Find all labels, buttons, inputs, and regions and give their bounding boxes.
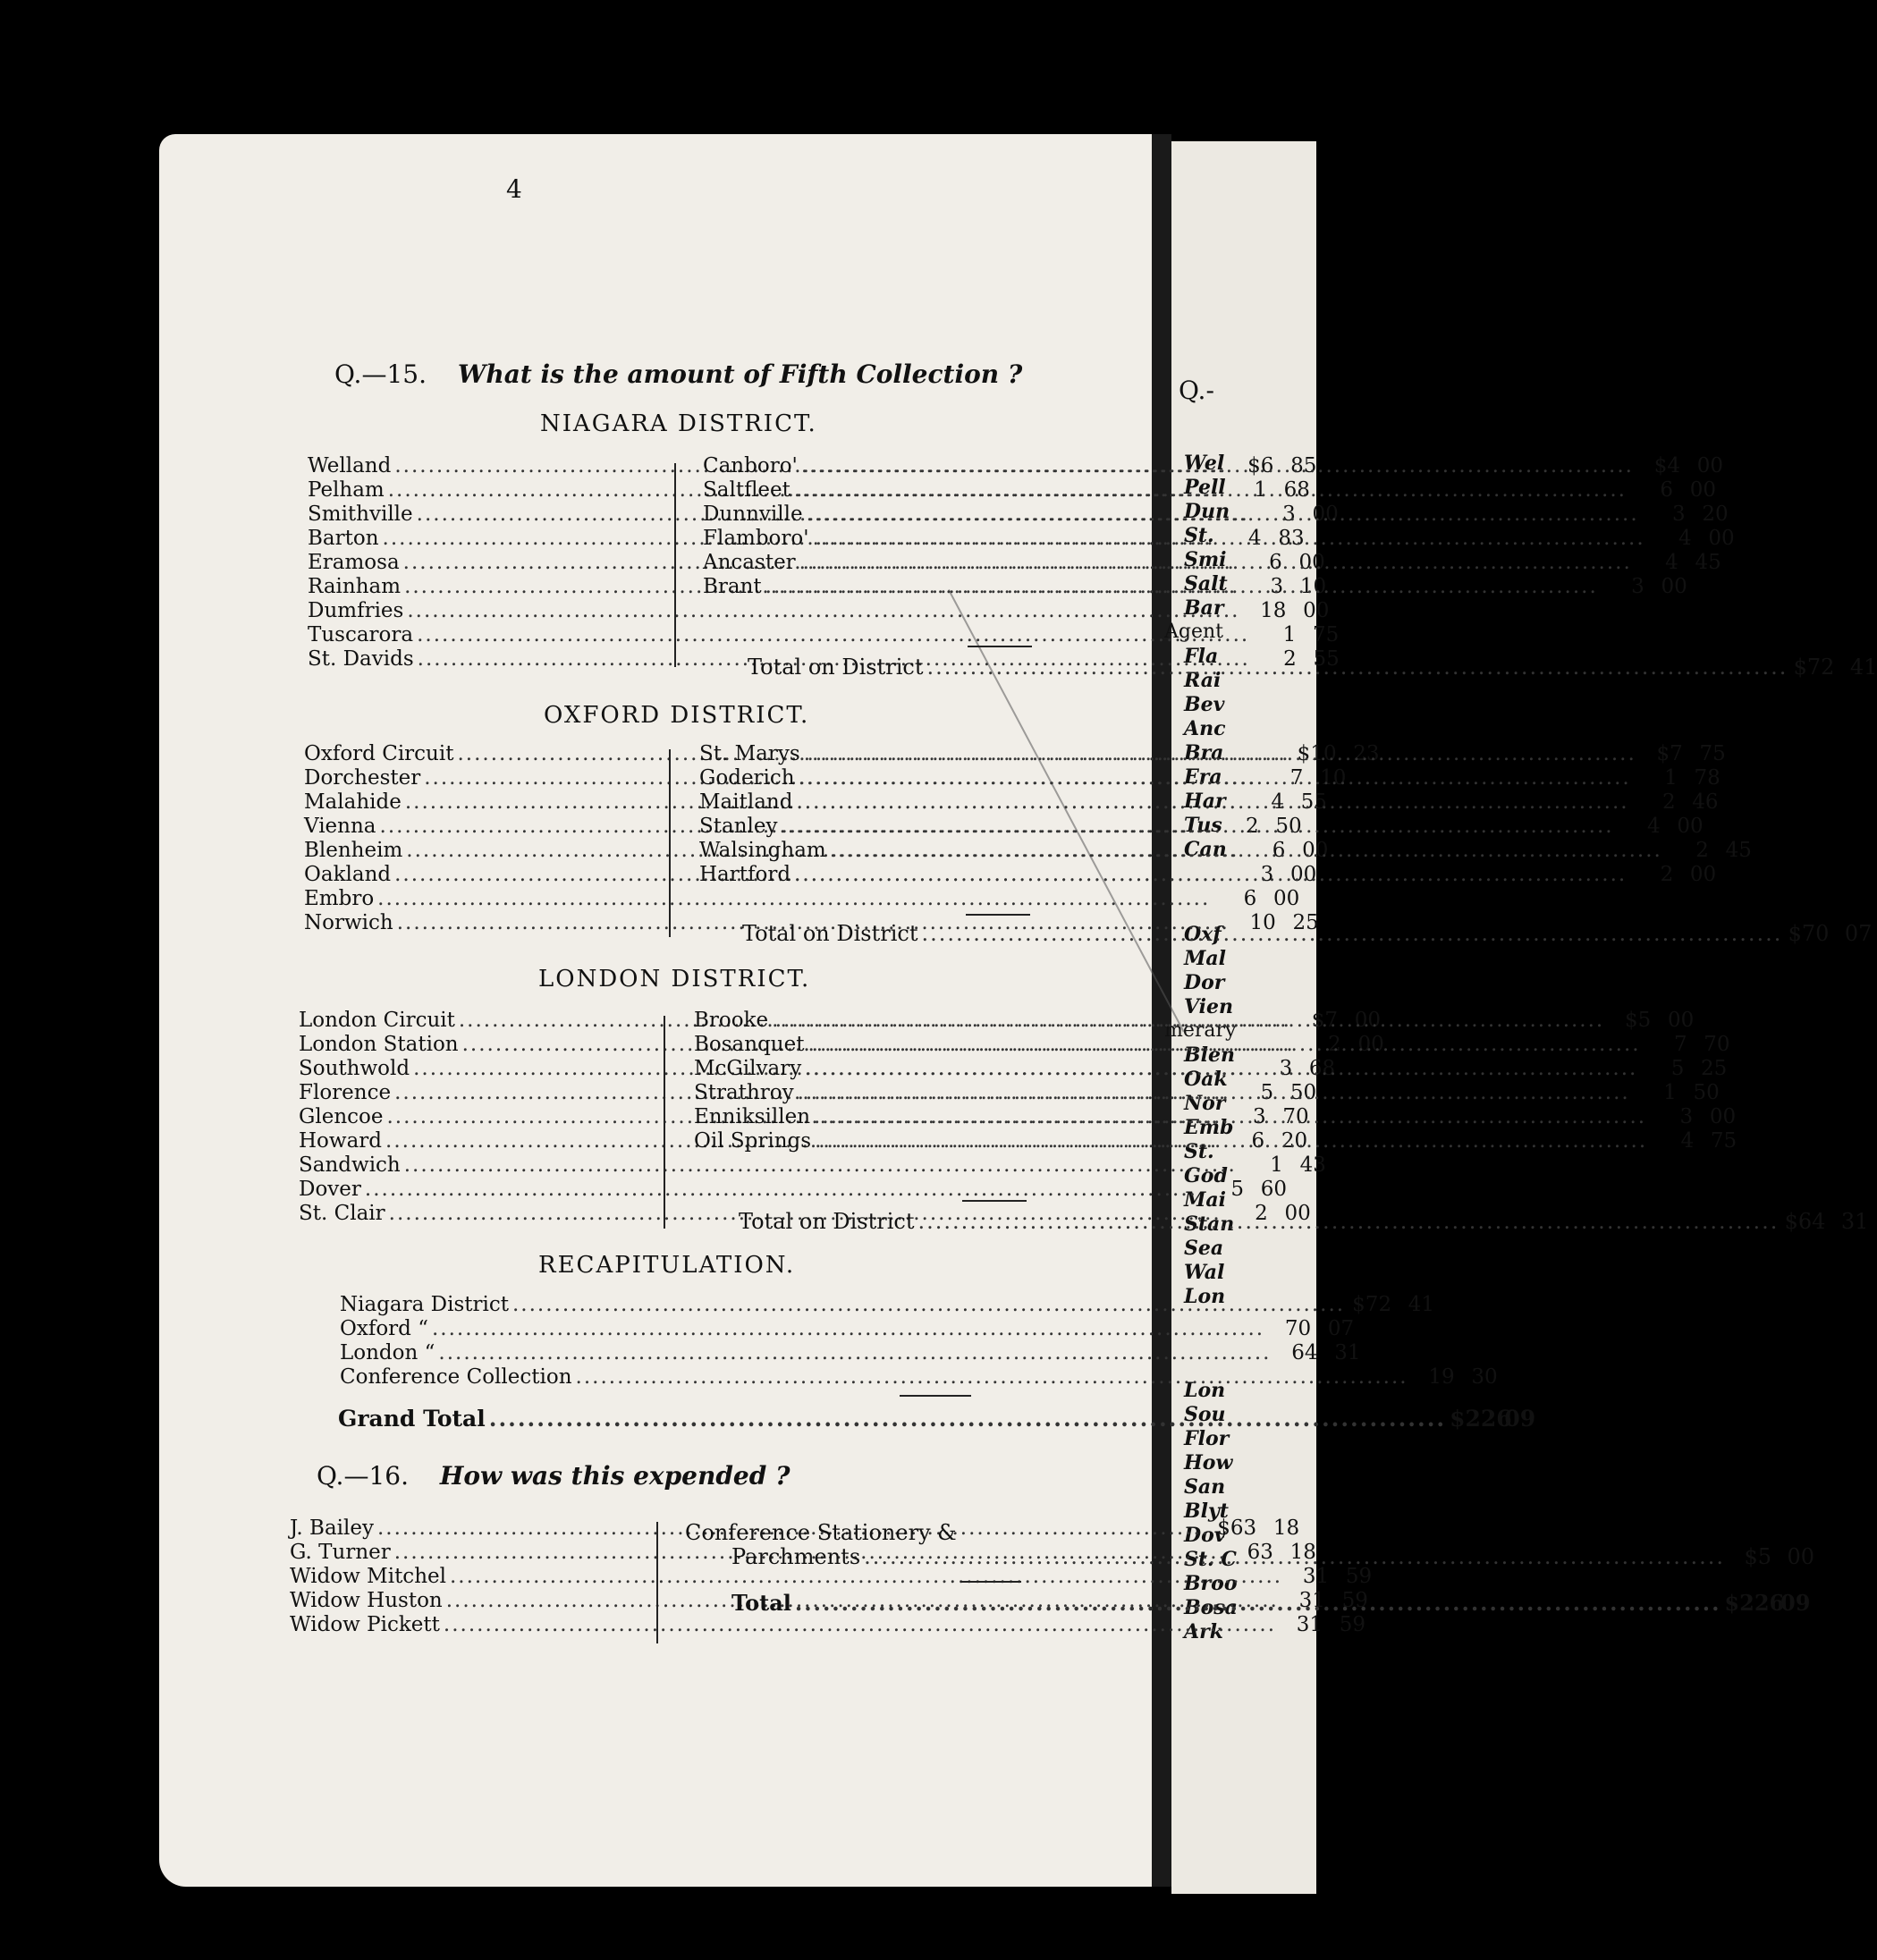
amount-cents: 85: [1290, 454, 1317, 477]
amount-cents: 00: [1709, 1105, 1737, 1128]
total-rule: [962, 1200, 1027, 1202]
item-name: Walsingham: [699, 839, 826, 862]
question-16: [317, 1461, 790, 1491]
amount-dollars: $63: [1217, 1516, 1257, 1540]
amount-dollars: 3: [1679, 1105, 1694, 1128]
amount-dollars: 3: [1631, 575, 1644, 598]
facing-page-fragment: Har: [1184, 790, 1226, 813]
leader-dots: [377, 887, 1210, 910]
item-name: Smithville: [308, 503, 413, 526]
amount-cents: 07: [1327, 1317, 1355, 1340]
item-name: Glencoe: [299, 1105, 384, 1128]
item-name: Embro: [304, 887, 375, 910]
amount-cents: 18: [1289, 1541, 1316, 1564]
facing-page-fragment: Salt: [1184, 572, 1228, 596]
amount-dollars: 5: [1260, 1081, 1274, 1104]
amount-cents: 00: [1667, 1009, 1695, 1032]
amount-cents: 20: [1281, 1129, 1308, 1153]
facing-page-fragment: Lon: [1184, 1285, 1226, 1308]
item-name: Hartford: [699, 863, 791, 886]
amount-dollars: 19: [1428, 1365, 1455, 1389]
amount-cents: 20: [1702, 503, 1729, 526]
amount-dollars: $7: [1311, 1009, 1338, 1032]
amount-cents: 18: [1272, 1516, 1300, 1540]
amount-dollars: 1: [1254, 478, 1267, 502]
leader-dots: [805, 1057, 1637, 1080]
amount-dollars: 31: [1296, 1613, 1323, 1636]
amount-dollars: 3: [1260, 863, 1274, 886]
amount-cents: 70: [1704, 1033, 1730, 1056]
amount-cents: 23: [1353, 742, 1380, 765]
amount-cents: 10: [1320, 766, 1347, 790]
london-heading: LONDON DISTRICT.: [538, 966, 811, 993]
item-name: St. Davids: [308, 647, 414, 671]
leader-dots: [765, 575, 1598, 598]
item-name: Stanley: [699, 815, 778, 838]
item-name: Widow Mitchel: [290, 1565, 446, 1588]
total-rule: [960, 1581, 1021, 1583]
facing-page-fragment: Pell: [1184, 476, 1226, 499]
amount-cents: 68: [1283, 478, 1310, 502]
facing-page-fragment: Dun: [1184, 500, 1230, 523]
leader-dots: [407, 599, 1239, 622]
facing-page-fragment: How: [1184, 1451, 1233, 1474]
item-name: Dunnville: [703, 503, 803, 526]
expended-right: Conference Stationery & Parchments ..... $5 00: [685, 1520, 1025, 1568]
item-name: Widow Huston: [290, 1589, 443, 1612]
amount-dollars: $7: [1656, 742, 1683, 765]
item-name: Southwold: [299, 1057, 410, 1080]
facing-page-fragment: Broo: [1184, 1572, 1238, 1595]
amount-dollars: 2: [1255, 1202, 1268, 1225]
amount-cents: 25: [1701, 1057, 1728, 1080]
grand-total: Grand Total ..... $226 09: [338, 1406, 973, 1430]
amount-dollars: 4: [1665, 551, 1678, 574]
amount-cents: 00: [1661, 575, 1687, 598]
amount-cents: 59: [1339, 1613, 1366, 1636]
facing-page-fragment: Anc: [1184, 717, 1226, 740]
item-name: Oil Springs: [694, 1129, 812, 1153]
amount-cents: 55: [1313, 647, 1340, 671]
column-divider: [664, 1016, 665, 1229]
grand-total-rule: [900, 1395, 971, 1397]
amount-cents: 31: [1334, 1341, 1361, 1364]
amount-cents: 00: [1689, 863, 1717, 886]
amount-cents: 50: [1289, 1081, 1317, 1104]
amount-dollars: 1: [1664, 766, 1678, 790]
amount-dollars: 3: [1270, 575, 1284, 598]
item-name: G. Turner: [290, 1541, 391, 1564]
amount-cents: 75: [1710, 1129, 1737, 1153]
amount-dollars: 5: [1230, 1178, 1244, 1201]
item-name: St. Marys: [699, 742, 800, 765]
facing-page-fragment: San: [1184, 1475, 1226, 1499]
facing-page-fragment: Sea: [1184, 1237, 1224, 1260]
item-name: Rainham: [308, 575, 402, 598]
amount-dollars: 6: [1251, 1129, 1265, 1153]
item-name: J. Bailey: [290, 1516, 374, 1540]
item-name: Eramosa: [308, 551, 400, 574]
oxford-heading: OXFORD DISTRICT.: [544, 702, 810, 729]
leader-dots: [801, 454, 1634, 477]
item-name: Brant: [703, 575, 762, 598]
facing-page-fragment: Vien: [1184, 995, 1234, 1018]
column-divider: [656, 1522, 658, 1643]
item-name: Goderich: [699, 766, 795, 790]
facing-page-fragment: Smi: [1184, 548, 1227, 571]
leader-dots: [804, 742, 1636, 765]
facing-page-fragment: Fla: [1184, 645, 1219, 668]
leader-dots: [444, 1613, 1276, 1636]
amount-cents: 75: [1699, 742, 1726, 765]
amount-dollars: 1: [1663, 1081, 1677, 1104]
question-number: Q.—16.: [317, 1461, 409, 1491]
item-name: Oxford “: [340, 1317, 428, 1340]
amount-dollars: 6: [1243, 887, 1257, 910]
amount-cents: 59: [1345, 1565, 1373, 1588]
amount-cents: 00: [1357, 1033, 1384, 1056]
facing-page-fragment: St.: [1184, 524, 1214, 547]
item-name: Howard: [299, 1129, 383, 1153]
facing-page-fragment: Rai: [1184, 669, 1222, 692]
item-name: Pelham: [308, 478, 385, 502]
amount-dollars: 18: [1260, 599, 1287, 622]
amount-cents: 00: [1689, 478, 1716, 502]
item-name: Maitland: [699, 790, 793, 814]
leader-dots: [782, 815, 1614, 838]
question-text: What is the amount of Fifth Collection ?: [457, 359, 1023, 389]
amount-dollars: $10: [1297, 742, 1337, 765]
item-name: Barton: [308, 527, 379, 550]
oxford-total: Total on District ..... $70 07: [742, 921, 1032, 945]
list-item: [340, 1341, 1361, 1365]
column-divider: [674, 463, 676, 667]
amount-cents: 75: [1312, 623, 1340, 646]
facing-page-fragment: Agent: [1164, 621, 1223, 643]
facing-page-fragment: St.: [1184, 1140, 1214, 1163]
amount-dollars: 2: [1661, 790, 1676, 814]
leader-dots: [815, 1129, 1647, 1153]
question-number: Q.—15.: [334, 359, 427, 389]
question-15: [334, 359, 1022, 389]
item-name: Ancaster: [703, 551, 796, 574]
item-name: Tuscarora: [308, 623, 414, 646]
leader-dots: [438, 1341, 1271, 1364]
london-total: Total on District ..... $64 31: [739, 1209, 1027, 1233]
facing-page-fragment: Wel: [1184, 452, 1225, 475]
total-rule: [966, 914, 1030, 916]
item-name: London Station: [299, 1033, 459, 1056]
facing-page-fragment: Flor: [1184, 1427, 1230, 1450]
amount-dollars: 3: [1252, 1105, 1266, 1128]
item-name: Welland: [308, 454, 392, 477]
item-name: Norwich: [304, 911, 393, 934]
facing-page-fragment: Stan: [1184, 1212, 1235, 1236]
amount-cents: 60: [1260, 1178, 1287, 1201]
facing-page-fragment: Wal: [1184, 1261, 1225, 1284]
recap-list: [340, 1293, 1498, 1390]
amount-cents: 00: [1677, 815, 1704, 838]
facing-page-fragment: Lon: [1184, 1379, 1226, 1402]
item-name: Malahide: [304, 790, 402, 814]
amount-cents: 45: [1695, 551, 1721, 574]
amount-dollars: 4: [1271, 790, 1284, 814]
amount-cents: 00: [1284, 1202, 1311, 1225]
facing-page-fragment: Tus: [1184, 814, 1222, 837]
amount-cents: 70: [1282, 1105, 1309, 1128]
facing-page-fragment: Emb: [1184, 1116, 1234, 1139]
item-name: Dorchester: [304, 766, 421, 790]
amount-dollars: 5: [1670, 1057, 1685, 1080]
item-name: St. Clair: [299, 1202, 385, 1225]
list-item: [699, 863, 1717, 887]
amount-dollars: 4: [1247, 527, 1262, 550]
amount-cents: 00: [1312, 503, 1339, 526]
amount-dollars: 3: [1279, 1057, 1293, 1080]
leader-dots: [512, 1293, 1345, 1316]
item-name: London Circuit: [299, 1009, 455, 1032]
facing-page-fragment: Dov: [1184, 1524, 1226, 1547]
facing-page-fragment: Bev: [1184, 693, 1225, 716]
facing-page-fragment: God: [1184, 1164, 1228, 1187]
amount-dollars: 2: [1328, 1033, 1341, 1056]
leader-dots: [798, 1081, 1630, 1104]
amount-dollars: $4: [1653, 454, 1680, 477]
item-name: Dumfries: [308, 599, 404, 622]
amount-dollars: 10: [1249, 911, 1276, 934]
amount-dollars: 1: [1270, 1153, 1283, 1177]
amount-dollars: 3: [1282, 503, 1296, 526]
leader-dots: [794, 478, 1627, 502]
leader-dots: [432, 1317, 1264, 1340]
amount-dollars: 4: [1680, 1129, 1695, 1153]
facing-page-fragment: St. C: [1184, 1548, 1237, 1571]
niagara-total: Total on District ..... $72 41: [748, 655, 1036, 679]
item-name: Saltfleet: [703, 478, 791, 502]
amount-cents: 30: [1471, 1365, 1498, 1389]
item-name: Bosanquet: [694, 1033, 805, 1056]
item-name: London “: [340, 1341, 435, 1364]
leader-dots: [807, 1033, 1640, 1056]
recap-heading: RECAPITULATION.: [538, 1252, 796, 1279]
amount-dollars: 1: [1282, 623, 1297, 646]
amount-dollars: 6: [1660, 478, 1673, 502]
facing-page-fragment: Blyt: [1184, 1500, 1229, 1523]
amount-cents: 00: [1303, 599, 1330, 622]
amount-dollars: 64: [1291, 1341, 1318, 1364]
facing-page-fragment: Blen: [1184, 1043, 1235, 1067]
facing-page-fragment: Dor: [1184, 971, 1225, 994]
amount-cents: 59: [1341, 1589, 1368, 1612]
item-name: Strathroy: [694, 1081, 794, 1104]
niagara-heading: NIAGARA DISTRICT.: [540, 410, 817, 437]
item-name: Niagara District: [340, 1293, 509, 1316]
facing-page-fragment: Bar: [1184, 596, 1224, 620]
amount-dollars: 70: [1284, 1317, 1312, 1340]
list-item: [304, 887, 1300, 911]
amount-cents: 78: [1694, 766, 1721, 790]
amount-cents: 46: [1692, 790, 1719, 814]
item-name: Oxford Circuit: [304, 742, 454, 765]
leader-dots: [814, 1105, 1646, 1128]
item-name: Widow Pickett: [290, 1613, 440, 1636]
item-name: McGilvary: [694, 1057, 802, 1080]
page-number: 4: [506, 174, 522, 204]
amount-cents: 83: [1278, 527, 1305, 550]
amount-cents: 00: [1289, 863, 1317, 886]
leader-dots: [576, 1365, 1408, 1389]
leader-dots: [417, 623, 1249, 646]
amount-dollars: 31: [1302, 1565, 1330, 1588]
amount-cents: 45: [1725, 839, 1752, 862]
item-name: Flamboro': [703, 527, 809, 550]
leader-dots: [830, 839, 1662, 862]
amount-cents: 25: [1292, 911, 1319, 934]
item-name: Dover: [299, 1178, 361, 1201]
amount-dollars: 3: [1672, 503, 1686, 526]
facing-page-fragment: Can: [1184, 838, 1227, 861]
amount-cents: 10: [1299, 575, 1327, 598]
amount-dollars: 63: [1247, 1541, 1273, 1564]
amount-dollars: 7: [1289, 766, 1304, 790]
leader-dots: [796, 790, 1628, 814]
leader-dots: [794, 863, 1627, 886]
amount-cents: 00: [1354, 1009, 1381, 1032]
amount-cents: 00: [1302, 839, 1329, 862]
amount-dollars: $6: [1247, 454, 1274, 477]
expended-total: Total ..... $226 09: [731, 1590, 1023, 1614]
amount-cents: 00: [1273, 887, 1300, 910]
leader-dots: [365, 1178, 1197, 1201]
item-name: Florence: [299, 1081, 392, 1104]
item-name: Sandwich: [299, 1153, 401, 1177]
amount-dollars: 2: [1660, 863, 1674, 886]
facing-page-fragment: Bra: [1184, 741, 1224, 765]
amount-cents: 55: [1300, 790, 1327, 814]
facing-page-fragment: Mal: [1184, 947, 1226, 970]
facing-page-question: Q.-: [1179, 376, 1214, 405]
list-item: [340, 1317, 1355, 1341]
amount-dollars: $72: [1352, 1293, 1392, 1316]
list-item: [340, 1365, 1498, 1390]
amount-dollars: 4: [1678, 527, 1692, 550]
amount-cents: 41: [1408, 1293, 1435, 1316]
amount-cents: 68: [1308, 1057, 1336, 1080]
amount-cents: 00: [1298, 551, 1325, 574]
amount-dollars: 6: [1272, 839, 1286, 862]
amount-dollars: 31: [1298, 1589, 1325, 1612]
facing-page-fragment: Nor: [1184, 1092, 1226, 1115]
item-name: Conference Collection: [340, 1365, 572, 1389]
item-name: Brooke: [694, 1009, 769, 1032]
amount-dollars: 2: [1695, 839, 1709, 862]
amount-dollars: 6: [1269, 551, 1282, 574]
item-name: Enniksillen: [694, 1105, 811, 1128]
item-name: Blenheim: [304, 839, 403, 862]
item-name: Vienna: [304, 815, 376, 838]
facing-page-fragment: Oxf: [1184, 923, 1222, 946]
leader-dots: [404, 1153, 1237, 1177]
facing-page-fragment: Bosa: [1184, 1596, 1238, 1619]
amount-cents: 00: [1696, 454, 1723, 477]
leader-dots: [813, 527, 1645, 550]
amount-dollars: 7: [1673, 1033, 1687, 1056]
leader-dots: [799, 766, 1631, 790]
amount-dollars: $5: [1624, 1009, 1652, 1032]
facing-page-fragment: Era: [1184, 765, 1222, 789]
item-name: Oakland: [304, 863, 392, 886]
facing-page-fragment: Ark: [1184, 1620, 1223, 1643]
total-rule: [968, 646, 1032, 647]
amount-dollars: 2: [1245, 815, 1259, 838]
amount-cents: 43: [1299, 1153, 1326, 1177]
amount-cents: 50: [1693, 1081, 1720, 1104]
amount-dollars: 2: [1283, 647, 1297, 671]
leader-dots: [799, 551, 1632, 574]
column-divider: [669, 749, 671, 937]
amount-cents: 00: [1708, 527, 1735, 550]
amount-cents: 50: [1275, 815, 1302, 838]
leader-dots: [772, 1009, 1604, 1032]
facing-page-fragment: Sou: [1184, 1403, 1226, 1426]
question-text: How was this expended ?: [439, 1461, 791, 1491]
facing-page-fragment: Mai: [1184, 1188, 1226, 1212]
item-name: Canboro': [703, 454, 798, 477]
facing-page-fragment: Oak: [1184, 1068, 1228, 1091]
amount-dollars: 4: [1646, 815, 1661, 838]
facing-page-fragment: merary: [1164, 1019, 1237, 1042]
leader-dots: [807, 503, 1639, 526]
